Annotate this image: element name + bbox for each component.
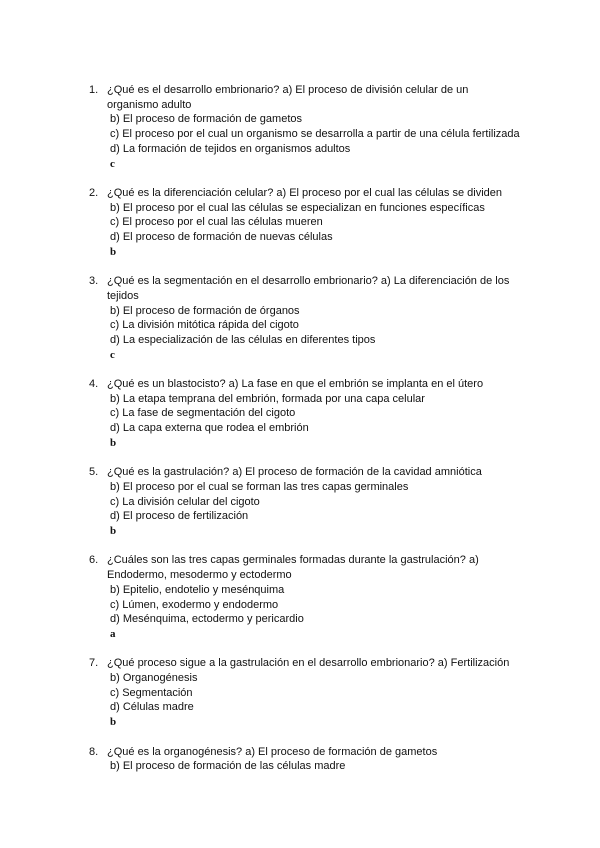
answer-option: d) Células madre: [110, 701, 194, 714]
answer-option: c) El proceso por el cual un organismo se desarrolla a partir de una célula fertilizada: [110, 128, 520, 141]
answer-option: b) Epitelio, endotelio y mesénquima: [110, 583, 285, 596]
correct-answer: a: [110, 627, 116, 640]
answer-option: c) La división celular del cigoto: [110, 495, 260, 508]
correct-answer: b: [110, 436, 117, 449]
question-number: 1.: [89, 84, 99, 96]
correct-answer: b: [110, 525, 117, 538]
question-stem: ¿Cuáles son las tres capas germinales formadas durante la gastrulación? a) Endodermo, mesodermo y ectodermo: [107, 554, 479, 582]
question-item: [89, 274, 600, 362]
answer-option: b) El proceso de formación de las células madre: [110, 760, 346, 773]
question-item: [89, 745, 600, 774]
answer-option: c) La división mitótica rápida del cigoto: [110, 319, 299, 332]
answer-option: d) La capa externa que rodea el embrión: [110, 422, 309, 435]
answer-option: c) La fase de segmentación del cigoto: [110, 407, 296, 420]
question-number: 2.: [89, 186, 99, 199]
question-stem: ¿Qué es la organogénesis? a) El proceso de formación de gametos: [107, 745, 438, 758]
question-number: 7.: [89, 657, 99, 670]
answer-option: d) El proceso de formación de nuevas células: [110, 231, 333, 244]
question-number: 3.: [89, 275, 99, 288]
question-stem: ¿Qué es la segmentación en el desarrollo embrionario? a) La diferenciación de los tejidos: [107, 275, 510, 302]
correct-answer: b: [110, 245, 117, 258]
question-stem: ¿Qué es la gastrulación? a) El proceso de formación de la cavidad amniótica: [107, 466, 482, 479]
question-number: 5.: [89, 466, 99, 479]
question-item: [89, 553, 600, 641]
question-number: 6.: [89, 554, 99, 567]
question-item: [89, 465, 600, 539]
answer-option: d) La especialización de las células en diferentes tipos: [110, 333, 376, 346]
answer-option: d) La formación de tejidos en organismos adultos: [110, 142, 351, 155]
answer-option: b) Organogénesis: [110, 672, 198, 685]
quiz-page: [0, 83, 600, 789]
answer-option: d) El proceso de fertilización: [110, 510, 249, 523]
correct-answer: c: [110, 157, 115, 170]
question-item: [89, 186, 600, 260]
question-item: [89, 377, 600, 451]
question-item: [89, 83, 600, 171]
question-stem: ¿Qué es un blastocisto? a) La fase en que el embrión se implanta en el útero: [107, 378, 484, 391]
question-item: [89, 656, 600, 730]
answer-option: b) El proceso de formación de órganos: [110, 304, 300, 317]
answer-option: c) Lúmen, exodermo y endodermo: [110, 598, 279, 611]
question-stem: ¿Qué es el desarrollo embrionario? a) El proceso de división celular de un organismo adulto: [107, 84, 469, 111]
answer-option: d) Mesénquima, ectodermo y pericardio: [110, 613, 304, 626]
question-number: 8.: [89, 745, 99, 758]
answer-option: c) Segmentación: [110, 686, 193, 699]
correct-answer: b: [110, 716, 117, 729]
answer-option: b) El proceso por el cual las células se especializan en funciones específicas: [110, 201, 485, 214]
answer-option: c) El proceso por el cual las células mueren: [110, 216, 323, 229]
question-number: 4.: [89, 378, 99, 391]
question-stem: ¿Qué proceso sigue a la gastrulación en el desarrollo embrionario? a) Fertilización: [107, 657, 510, 670]
correct-answer: c: [110, 348, 115, 361]
answer-option: b) La etapa temprana del embrión, formada por una capa celular: [110, 392, 425, 405]
question-stem: ¿Qué es la diferenciación celular? a) El proceso por el cual las células se dividen: [107, 186, 502, 199]
answer-option: b) El proceso por el cual se forman las tres capas germinales: [110, 480, 409, 493]
answer-option: b) El proceso de formación de gametos: [110, 113, 302, 126]
